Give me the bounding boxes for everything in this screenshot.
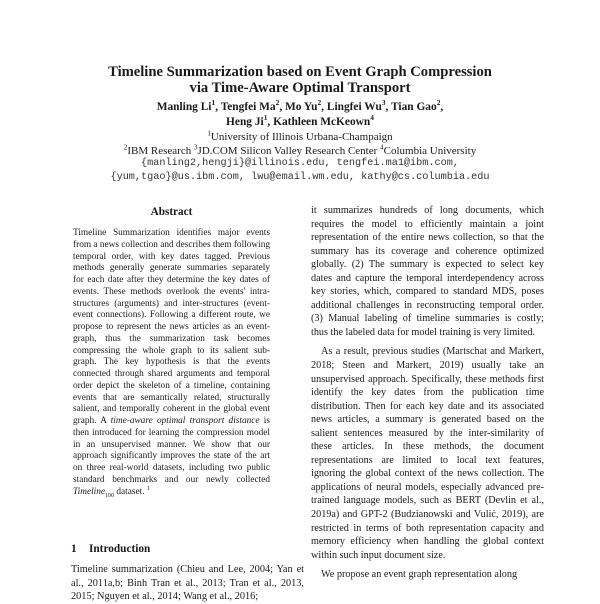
author: Tian Gao xyxy=(391,101,437,113)
affiliations xyxy=(40,130,560,158)
section-number: 1 xyxy=(71,543,77,555)
paragraph: it summarizes hundreds of long documents, which requires the model to efficiently maintain a joint representation of the entire news collection, so that the summary has its coverage and coherence optimized globally. (2) The summary is expected to select key dates and capture the temporal interdependency across key stories, which, compared to standard MDS, poses additional challenges in reconstructing temporal order. (3) Manual labeling of timeline summaries is costly; thus the labeled data for model training is very limited. xyxy=(311,205,544,338)
abstract-heading: Abstract xyxy=(150,206,193,218)
italic-term: time-aware optimal transport distance xyxy=(110,416,260,426)
paper-title xyxy=(60,64,540,96)
section-title: Introduction xyxy=(89,543,151,555)
email-line-1: {manling2,hengji}@illinois.edu, tengfei.ma1@ibm.com, xyxy=(141,158,459,169)
author: Heng Ji xyxy=(226,116,264,128)
abstract-section xyxy=(73,206,270,498)
author: Manling Li xyxy=(156,101,212,113)
affiliation-line-2: $^2$IBM Research $^3$JD.COM Silicon Valley Research Center $^4$Columbia University xyxy=(123,143,477,157)
author: Tengfei Ma xyxy=(220,101,276,113)
author-line-1: Manling Li$^1$, Tengfei Ma$^2$, Mo Yu$^2$, Lingfei Wu$^3$, Tian Gao$^2$, xyxy=(156,98,444,113)
author-emails xyxy=(30,157,570,185)
dataset-name: Timeline xyxy=(73,486,106,497)
author: Kathleen McKeown xyxy=(273,116,371,128)
affiliation-line-1: $^1$University of Illinois Urbana-Champaign xyxy=(207,129,393,143)
introduction-body: Timeline summarization (Chieu and Lee, 2004; Yan et al., 2011a,b; Binh Tran et al., 2013; Tran et al., 2013, 2015; Nguyen et al., 2014; Wang et al., 2016; xyxy=(71,564,304,602)
paragraph: We propose an event graph representation along xyxy=(321,569,518,581)
introduction-heading xyxy=(71,543,150,555)
title-line-1: Timeline Summarization based on Event Graph Compression xyxy=(108,64,492,80)
author-line-2: Heng Ji$^1$, Kathleen McKeown$^4$ xyxy=(226,113,374,128)
title-line-2: via Time-Aware Optimal Transport xyxy=(189,80,411,96)
email-line-2: {yum,tgao}@us.ibm.com, lwu@email.wm.edu, kathy@cs.columbia.edu xyxy=(110,172,490,183)
author: Lingfei Wu xyxy=(326,101,382,113)
paragraph: As a result, previous studies (Martschat and Markert, 2018; Steen and Markert, 2019) usually take an unsupervised approach. Specifically, these methods first identify the key dates from the publication time distribution. Then for each key date and its associated news articles, a summary is generated based on the salient sentences measured by the inter-similarity of these articles. In these methods, the document representations are limited to local text features, ignoring the global context of the news collection. The applications of neural models, especially advanced pre-trained language models, such as BERT (Devlin et al., 2019a) and GPT-2 (Budzianowski and Vulić, 2019), are restricted in terms of both representation capacity and memory efficiency when handling the global context within such input document size. xyxy=(311,346,544,561)
abstract-body: Timeline Summarization identifies major events from a news collection and describes them following temporal order, with key dates tagged. Previous methods generally generate summaries separately for each date after they determine the key dates of events. These methods overlook the events' intra-structures (arguments) and inter-structures (event-event connections). Following a different route, we propose to represent the news articles as an event-graph, thus the summarization task becomes compressing the whole graph to its salient sub-graph. The key hypothesis is that the events connected through shared arguments and temporal order depict the skeleton of a timeline, containing events that are semantically related, structurally salient, and temporally coherent in the global event graph. A time-aware optimal transport distance is then introduced for learning the compression model in an unsupervised manner. We show that our approach significantly improves the state of the art on three real-world datasets, including two public standard benchmarks and our newly collected Timeline$_{100}$ dataset. $^1$ xyxy=(73,228,270,499)
footnote-mark: 1 xyxy=(146,485,150,492)
author-list xyxy=(60,100,540,130)
right-column-body xyxy=(311,204,544,582)
author: Mo Yu xyxy=(285,101,318,113)
